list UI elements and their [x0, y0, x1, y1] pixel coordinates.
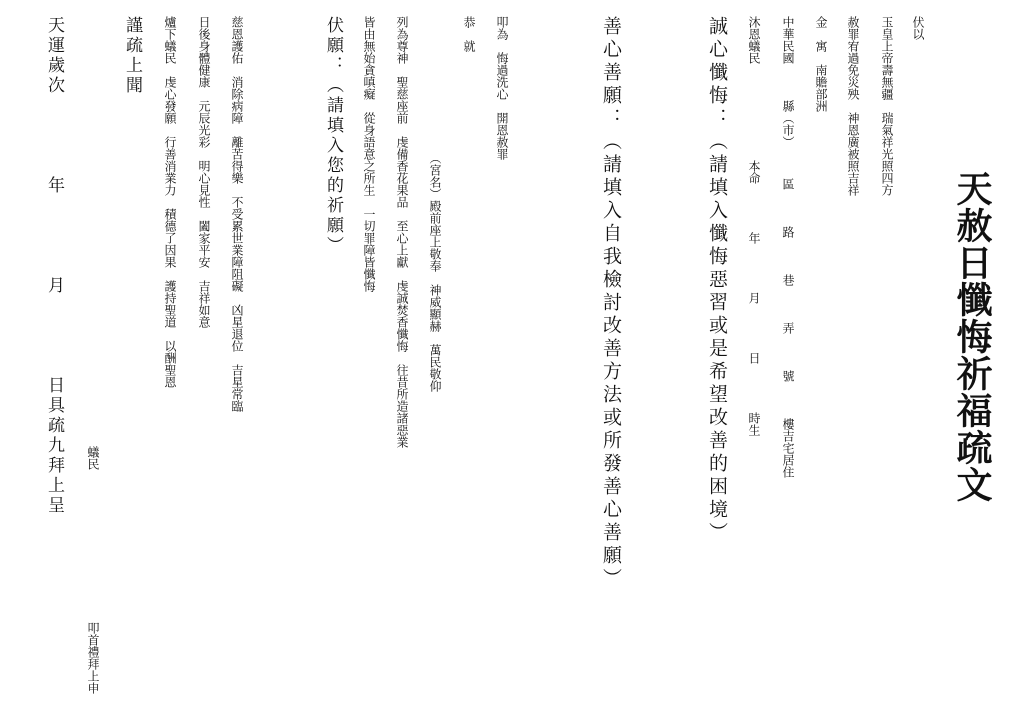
text-column-petitioner: 蟻民 [86, 446, 100, 470]
text-column-submission: 謹疏上聞 [122, 16, 142, 96]
text-column-verse-1: 玉皇上帝壽無疆 瑞氣祥光照四方 [880, 16, 894, 196]
text-column-offering: 列為尊神 聖慈座前 虔備香花果品 至心上獻 虔誠焚香懺悔 往昔所造諸惡業 [395, 16, 409, 448]
text-column-respectfully: 恭 就 [462, 16, 476, 52]
text-column-address: 中華民國 縣（市） 區 路 巷 弄 號 樓吉宅居住 [781, 16, 795, 478]
text-column-residence-region: 金 寓 南贍部洲 [814, 16, 828, 112]
text-column-birth-info: 沐恩蟻民 本命 年 月 日 時生 [747, 16, 761, 436]
text-column-plea: 叩為 悔過洗心 開恩赦罪 [495, 16, 509, 160]
text-column-blessing-2: 日後身體健康 元辰光彩 明心見性 闔家平安 吉祥如意 [197, 16, 211, 328]
text-column-date-signoff: 天運歲次 年 月 日具疏九拜上呈 [44, 16, 64, 516]
text-column-opening: 伏以 [911, 16, 925, 40]
text-column-vow: 爐下蟻民 虔心發願 行善消業力 積德了因果 護持聖道 以酬聖恩 [163, 16, 177, 388]
text-column-blessing-1: 慈恩護佑 消除病障 離苦得樂 不受累世業障阻礙 凶星退位 吉星常臨 [230, 16, 244, 412]
text-column-temple: （宮名）殿前座上敬奉 神威顯赫 萬民敬仰 [428, 152, 442, 392]
text-column-wish: 伏願：（請填入您的祈願） [323, 16, 343, 256]
text-column-confession: 皆由無始貪嗔癡 從身語意之所生 一切罪障皆懺悔 [362, 16, 376, 292]
document-title: 天赦日懺悔祈福疏文 [951, 170, 993, 503]
text-column-verse-2: 赦罪宥過免災殃 神恩廣被照吉祥 [846, 16, 860, 196]
text-column-kowtow: 叩首禮拜上申 [86, 622, 100, 694]
text-column-repentance: 誠心懺悔：（請填入懺悔惡習或是希望改善的困境） [706, 16, 728, 545]
text-column-good-vows: 善心善願：（請填入自我檢討改善方法或所發善心善願） [600, 16, 622, 591]
